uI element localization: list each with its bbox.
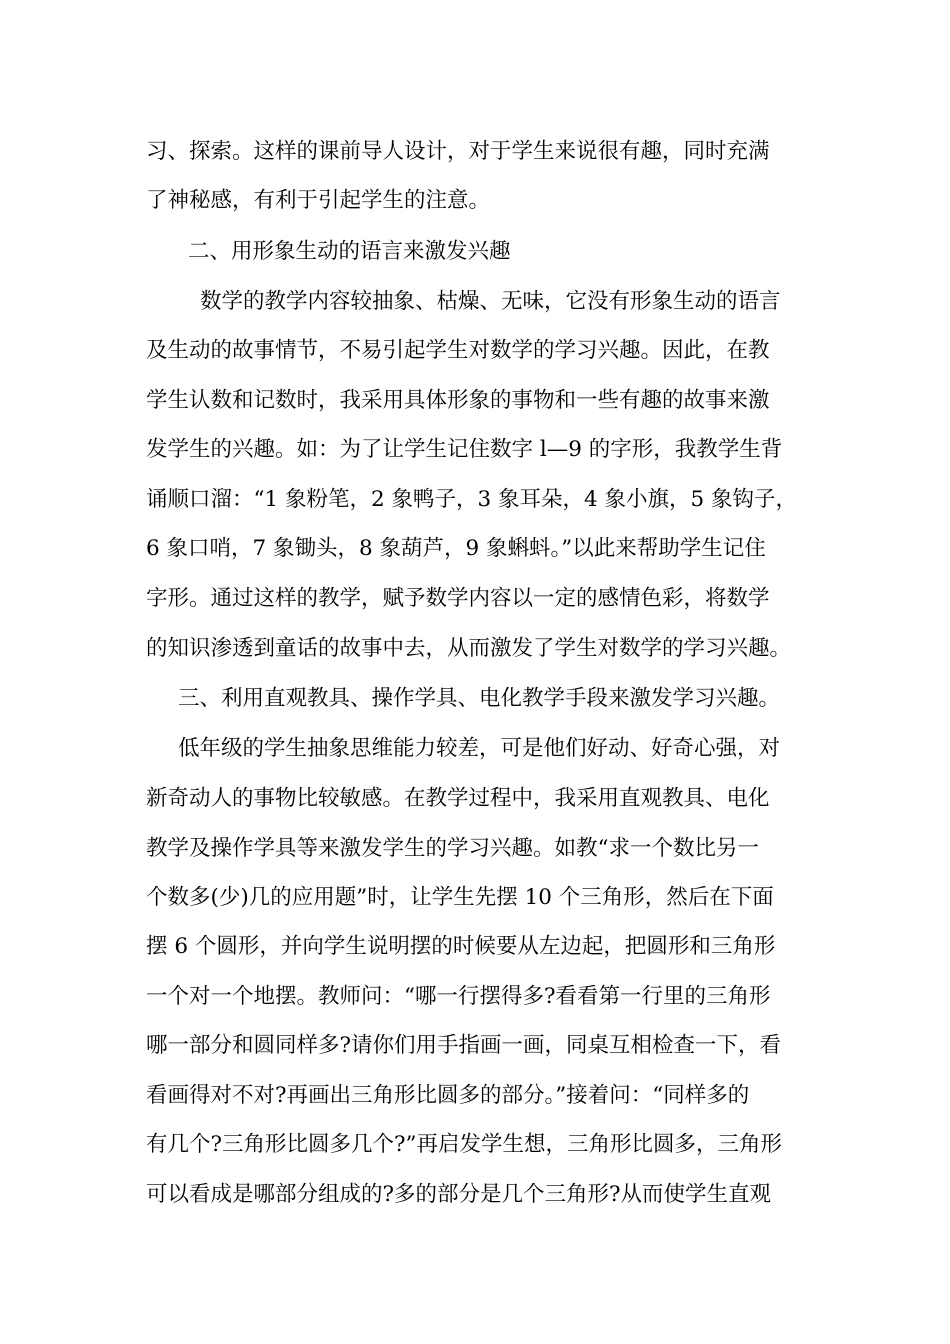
paragraph-line: 的知识渗透到童话的故事中去，从而激发了学生对数学的学习兴趣。: [146, 636, 792, 661]
paragraph-line: 数学的教学内容较抽象、枯燥、无味，它没有形象生动的语言: [200, 289, 781, 314]
paragraph-line: 可以看成是哪部分组成的?多的部分是几个三角形?从而使学生直观: [146, 1182, 772, 1207]
section-heading: 三、利用直观教具、操作学具、电化教学手段来激发学习兴趣。: [178, 686, 781, 711]
paragraph-line: 发学生的兴趣。如：为了让学生记住数字 l—9 的字形，我教学生背: [146, 437, 783, 462]
paragraph-line: 学生认数和记数时，我采用具体形象的事物和一些有趣的故事来激: [146, 388, 770, 413]
paragraph-line: 教学及操作学具等来激发学生的学习兴趣。如教“求一个数比另一: [146, 836, 759, 861]
paragraph-line: 哪一部分和圆同样多?请你们用手指画一画，同桌互相检查一下，看: [146, 1033, 782, 1058]
paragraph-line: 了神秘感，有利于引起学生的注意。: [146, 188, 491, 213]
paragraph-line: 看画得对不对?再画出三角形比圆多的部分。”接着问：“同样多的: [146, 1083, 750, 1108]
paragraph-line: 低年级的学生抽象思维能力较差，可是他们好动、好奇心强，对: [178, 736, 781, 761]
paragraph-line: 新奇动人的事物比较敏感。在教学过程中，我采用直观教具、电化: [146, 786, 770, 811]
paragraph-line: 字形。通过这样的教学，赋予数学内容以一定的感情色彩，将数学: [146, 586, 770, 611]
paragraph-line: 诵顺口溜：“1 象粉笔，2 象鸭子，3 象耳朵，4 象小旗，5 象钩子，: [146, 487, 798, 512]
paragraph-line: 及生动的故事情节，不易引起学生对数学的学习兴趣。因此，在教: [146, 338, 770, 363]
paragraph-line: 习、探索。这样的课前导人设计，对于学生来说很有趣，同时充满: [146, 139, 770, 164]
section-heading: 二、用形象生动的语言来激发兴趣: [188, 239, 511, 264]
paragraph-line: 有几个?三角形比圆多几个?”再启发学生想，三角形比圆多，三角形: [146, 1132, 783, 1157]
paragraph-line: 一个对一个地摆。教师问：“哪一行摆得多?看看第一行里的三角形: [146, 984, 771, 1009]
paragraph-line: 个数多(少)几的应用题”时，让学生先摆 10 个三角形，然后在下面: [146, 885, 774, 910]
paragraph-line: 摆 6 个圆形，并向学生说明摆的时候要从左边起，把圆形和三角形: [146, 934, 776, 959]
paragraph-line: 6 象口哨，7 象锄头，8 象葫芦，9 象蝌蚪。”以此来帮助学生记住: [146, 536, 766, 561]
